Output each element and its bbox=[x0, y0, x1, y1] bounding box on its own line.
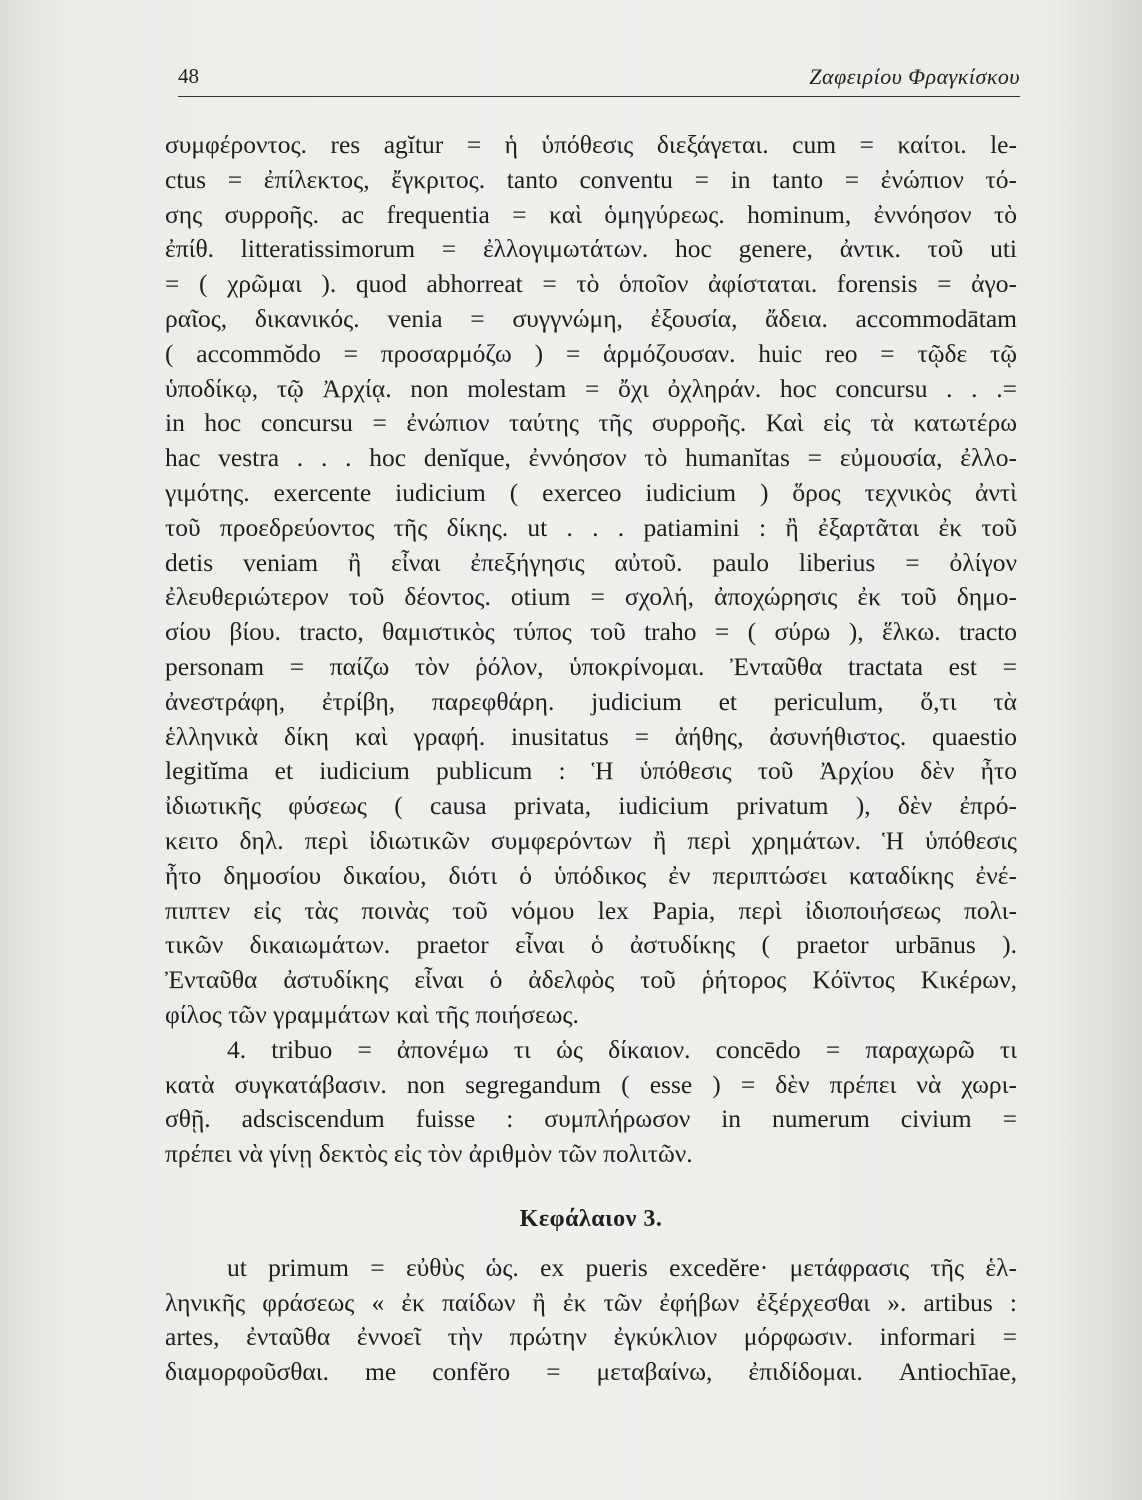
text-line: ctus = ἐπίλεκτος, ἔγκριτος. tanto conventu = in tanto = ἐνώπιον τό- bbox=[165, 164, 1017, 194]
text-line: ut primum = εὐθὺς ὡς. ex pueris excedĕre· μετάφρασις τῆς ἑλ- bbox=[227, 1252, 1017, 1282]
paragraph-note-4 bbox=[165, 1033, 1017, 1172]
text-line: σθῇ. adsciscendum fuisse : συμπλήρωσον in numerum civium = bbox=[165, 1104, 1017, 1134]
text-line: πιπτεν εἰς τὰς ποινὰς τοῦ νόμου lex Papia, περὶ ἰδιοποιήσεως πολι- bbox=[165, 895, 1017, 925]
text-line: ἰδιωτικῆς φύσεως ( causa privata, iudicium privatum ), δὲν ἐπρό- bbox=[165, 791, 1017, 821]
text-line: συμφέροντος. res agĭtur = ἡ ὑπόθεσις διεξάγεται. cum = καίτοι. le- bbox=[165, 130, 1017, 159]
text-line: κειτο δηλ. περὶ ἰδιωτικῶν συμφερόντων ἢ περὶ χρημάτων. Ἡ ὑπόθεσις bbox=[165, 825, 1017, 855]
text-line: ἐπίθ. litteratissimorum = ἐλλογιμωτάτων. hoc genere, ἀντικ. τοῦ uti bbox=[165, 234, 1017, 264]
text-line: γιμότης. exercente iudicium ( exerceo iudicium ) ὅρος τεχνικὸς ἀντὶ bbox=[165, 477, 1017, 507]
text-line: ραῖος, δικανικός. venia = συγγνώμη, ἐξουσία, ἄδεια. accommodātam bbox=[165, 303, 1017, 333]
text-line: διαμορφοῦσθαι. me confĕro = μεταβαίνω, ἐπιδίδομαι. Antiochīae, bbox=[165, 1357, 1017, 1387]
text-line: φίλος τῶν γραμμάτων καὶ τῆς ποιήσεως. bbox=[165, 999, 579, 1029]
text-line: artes, ἐνταῦθα ἐννοεῖ τὴν πρώτην ἐγκύκλιον μόρφωσιν. informari = bbox=[165, 1322, 1017, 1352]
paragraph-chapter-3 bbox=[165, 1251, 1017, 1390]
text-line: in hoc concursu = ἐνώπιον ταύτης τῆς συρροῆς. Καὶ εἰς τὰ κατωτέρω bbox=[165, 408, 1017, 438]
text-line: ἐλευθεριώτερον τοῦ δέοντος. otium = σχολή, ἀποχώρησις ἐκ τοῦ δημο- bbox=[165, 582, 1017, 612]
text-line: κατὰ συγκατάβασιν. non segregandum ( esse ) = δὲν πρέπει νὰ χωρι- bbox=[165, 1069, 1017, 1099]
text-line: τικῶν δικαιωμάτων. praetor εἶναι ὁ ἀστυδίκης ( praetor urbānus ). bbox=[165, 930, 1017, 960]
page-number: 48 bbox=[178, 64, 199, 88]
text-line: σίου βίου. tracto, θαμιστικὸς τύπος τοῦ traho = ( σύρω ), ἕλκω. tracto bbox=[165, 617, 1017, 647]
text-line: ἀνεστράφη, ἐτρίβη, παρεφθάρη. judicium et periculum, ὅ,τι τὰ bbox=[165, 686, 1017, 716]
text-line: detis veniam ἢ εἶναι ἐπεξήγησις αὐτοῦ. paulo liberius = ὀλίγον bbox=[165, 547, 1017, 577]
running-head: Ζαφειρίου Φραγκίσκου bbox=[809, 64, 1020, 89]
text-line: τοῦ προεδρεύοντος τῆς δίκης. ut . . . patiamini : ἢ ἐξαρτᾶται ἐκ τοῦ bbox=[165, 512, 1017, 542]
text-line: σης συρροῆς. ac frequentia = καὶ ὁμηγύρεως. hominum, ἐννόησον τὸ bbox=[165, 199, 1017, 229]
text-line: 4. tribuo = ἀπονέμω τι ὡς δίκαιον. concēdo = παραχωρῶ τι bbox=[227, 1034, 1017, 1064]
text-line: = ( χρῶμαι ). quod abhorreat = τὸ ὁποῖον ἀφίσταται. forensis = ἀγο- bbox=[165, 269, 1017, 299]
text-line: ( accommŏdo = προσαρμόζω ) = ἁρμόζουσαν. huic reo = τῷδε τῷ bbox=[165, 338, 1017, 368]
body-text bbox=[165, 128, 1017, 1390]
paragraph-commentary bbox=[165, 128, 1017, 1033]
text-line: hac vestra . . . hoc denĭque, ἐννόησον τὸ humanĭtas = εὐμουσία, ἐλλο- bbox=[165, 443, 1017, 473]
text-line: ἦτο δημοσίου δικαίου, διότι ὁ ὑπόδικος ἐν περιπτώσει καταδίκης ἐνέ- bbox=[165, 860, 1017, 890]
text-line: ληνικῆς φράσεως « ἐκ παίδων ἢ ἐκ τῶν ἐφήβων ἐξέρχεσθαι ». artibus : bbox=[165, 1287, 1017, 1317]
text-line: ὑποδίκῳ, τῷ Ἀρχίᾳ. non molestam = ὄχι ὀχληράν. hoc concursu . . .= bbox=[165, 373, 1017, 403]
page-header bbox=[178, 62, 1020, 97]
text-line: ἑλληνικὰ δίκη καὶ γραφή. inusitatus = ἀήθης, ἀσυνήθιστος. quaestio bbox=[165, 721, 1017, 751]
text-line: legitĭma et iudicium publicum : Ἡ ὑπόθεσις τοῦ Ἀρχίου δὲν ἦτο bbox=[165, 756, 1017, 786]
text-line: Ἐνταῦθα ἀστυδίκης εἶναι ὁ ἀδελφὸς τοῦ ῥήτορος Κόϊντος Κικέρων, bbox=[165, 965, 1017, 995]
text-line: πρέπει νὰ γίνῃ δεκτὸς εἰς τὸν ἀριθμὸν τῶν πολιτῶν. bbox=[165, 1139, 693, 1169]
text-line: personam = παίζω τὸν ῥόλον, ὑποκρίνομαι. Ἐνταῦθα tractata est = bbox=[165, 651, 1017, 681]
chapter-heading: Κεφάλαιον 3. bbox=[519, 1205, 663, 1232]
